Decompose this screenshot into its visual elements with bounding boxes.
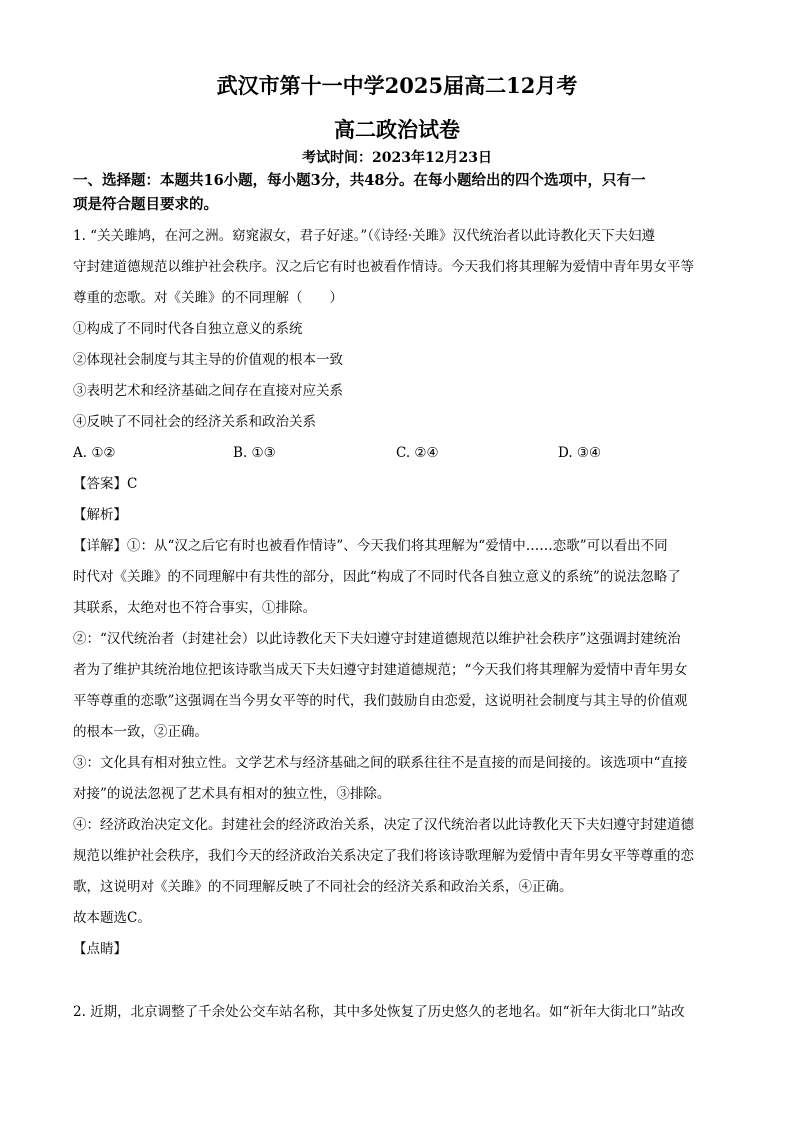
q1-option-d: D. ③④ [558,445,602,461]
q1-detail-line: 对接”的说法忽视了艺术具有相对的独立性，③排除。 [73,786,391,802]
q1-detail-line: 【详解】①：从“汉之后它有时也被看作情诗”、今天我们将其理解为“爱情中……恋歌”可以看出不同 [73,538,668,554]
q1-statement: ②体现社会制度与其主导的价值观的根本一致 [73,352,343,368]
q1-analysis-label: 【解析】 [73,507,127,523]
paper-title: 高二政治试卷 [334,117,460,142]
q1-detail-line: 歌，这说明对《关雎》的不同理解反映了不同社会的经济关系和政治关系，④正确。 [73,879,573,895]
section-heading-line2: 项是符合题目要求的。 [73,196,218,213]
q1-detail-line: ③：文化具有相对独立性。文学艺术与经济基础之间的联系往往不是直接的而是间接的。该选项中“直接 [73,755,688,771]
q1-detail-line: ②：“汉代统治者（封建社会）以此诗教化天下夫妇遵守封建道德规范以维护社会秩序”这强调封建统治 [73,631,681,647]
q1-stem-line: 守封建道德规范以维护社会秩序。汉之后它有时也被看作情诗。今天我们将其理解为爱情中青年男女平等 [73,259,694,275]
q1-detail-line: 者为了维护其统治地位把该诗歌当成天下夫妇遵守封建道德规范；“今天我们将其理解为爱情中青年男女 [73,662,688,678]
q1-answer: 【答案】C [73,476,138,492]
q1-detail-line: 的根本一致，②正确。 [73,724,208,740]
q1-tip-label: 【点睛】 [73,941,127,957]
q2-stem-line: 2. 近期，北京调整了千余处公交车站名称，其中多处恢复了历史悠久的老地名。如“祈年大街北口”站改 [73,1004,685,1020]
q1-detail-line: ④：经济政治决定文化。封建社会的经济政治关系，决定了汉代统治者以此诗教化天下夫妇遵守封建道德 [73,817,694,833]
school-title: 武汉市第十一中学2025届高二12月考 [216,73,578,98]
q1-detail-line: 平等尊重的恋歌”这强调在当今男女平等的时代，我们鼓励自由恋爱，这说明社会制度与其主导的价值观 [73,693,688,709]
q1-statement: ③表明艺术和经济基础之间存在直接对应关系 [73,383,343,399]
q1-conclusion: 故本题选C。 [73,910,151,926]
q1-statement: ①构成了不同时代各自独立意义的系统 [73,321,303,337]
q1-detail-line: 其联系，太绝对也不符合事实，①排除。 [73,600,316,616]
q1-stem-line: 尊重的恋歌。对《关雎》的不同理解（ ） [73,290,343,306]
q1-statement: ④反映了不同社会的经济关系和政治关系 [73,414,316,430]
q1-detail-line: 规范以维护社会秩序，我们今天的经济政治关系决定了我们将该诗歌理解为爱情中青年男女平等尊重的恋 [73,848,694,864]
q1-detail-line: 时代对《关雎》的不同理解中有共性的部分，因此“构成了不同时代各自独立意义的系统”的说法忽略了 [73,569,681,585]
q1-stem-line: 1. “关关雎鸠，在河之洲。窈窕淑女，君子好逑。”（《诗经·关雎》汉代统治者以此诗教化天下夫妇遵 [73,228,656,244]
q1-option-c: C. ②④ [396,445,439,461]
q1-option-a: A. ①② [73,445,116,461]
exam-time: 考试时间：2023年12月23日 [302,150,492,166]
q1-option-b: B. ①③ [233,445,276,461]
section-heading-line1: 一、选择题：本题共16小题，每小题3分，共48分。在每小题给出的四个选项中，只有一 [73,172,646,189]
